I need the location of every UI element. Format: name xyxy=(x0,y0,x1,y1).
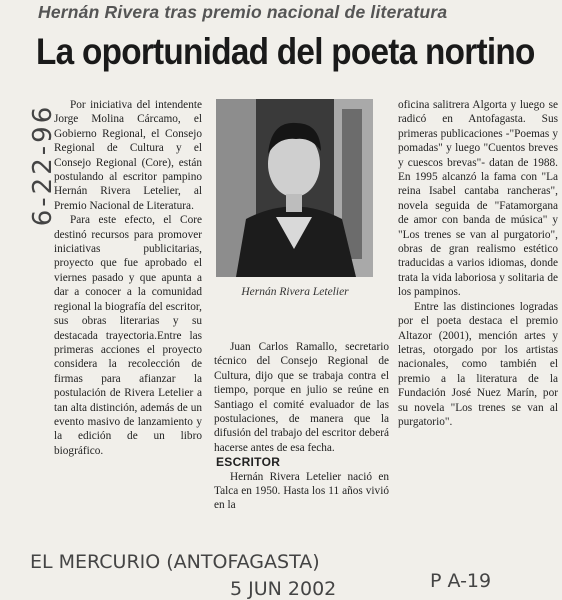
article-kicker: Hernán Rivera tras premio nacional de literatura xyxy=(38,2,448,22)
paragraph: Juan Carlos Ramallo, secretario técnico del Consejo Regional de Cultura, dijo que se trabaja contra el tiempo, porque en julio se reúne en Santiago el comité evaluador de las postulaciones, de manera que la difusión del trabajo del escritor deberá hacerse antes de esa fecha. xyxy=(214,341,389,454)
paragraph: Hernán Rivera Letelier nació en Talca en 1950. Hasta los 11 años vivió en la xyxy=(214,470,389,512)
handwritten-page-ref: P A-19 xyxy=(430,570,492,592)
paragraph: Para este efecto, el Core destinó recursos para promover iniciativas publicitarias, proyecto que fue aprobado el viernes pasado y que apunta a dar a conocer a la comunidad regional la biografía del escritor, sus obras literarias y su destacada trayectoria.Entre las primeras acciones el proyecto considera la recolección de firmas para afianzar la postulación de Rivera Letelier a tan alta distinción, además de un evento masivo de lanzamiento y la edición de un libro biográfico. xyxy=(54,214,202,457)
article-column-1 xyxy=(54,98,202,458)
article-column-2 xyxy=(214,340,389,513)
paragraph: Entre las distinciones logradas por el poeta destaca el premio Altazor (2001), mención artes y letras, otorgado por los artistas nacionales, como también el premio a la literatura de la Fundación José Nuez Marín, por su novela "Los trenes se van al purgatorio". xyxy=(398,300,558,428)
handwritten-margin-date: 6-22-96 xyxy=(28,103,59,227)
paragraph: oficina salitrera Algorta y luego se radicó en Antofagasta. Sus primeras publicaciones -"Poemas y pomadas" y luego "Cuentos breves y cuescos brevas"- datan de 1988. En 1995 alcanzó la fama con "La reina Isabel cantaba rancheras", novela seguida de "Fatamorgana de amor con banda de música" y "Los trenes se van al purgatorio", obras de gran realismo estético traducidas a varios idiomas, donde trata la vida laboriosa y solitaria de los pampinos. xyxy=(398,99,558,299)
section-subhead: ESCRITOR xyxy=(216,455,281,470)
article-column-3 xyxy=(398,98,558,429)
author-photo-image xyxy=(216,99,373,277)
handwritten-date: 5 JUN 2002 xyxy=(230,578,337,600)
article-headline: La oportunidad del poeta nortino xyxy=(36,31,535,72)
paragraph: Por iniciativa del intendente Jorge Molina Cárcamo, el Gobierno Regional, el Consejo Regional de Cultura y el Consejo Regional (Core), están postulando al escritor pampino Hernán Rivera Letelier, al Premio Nacional de Literatura. xyxy=(54,99,202,212)
author-photo xyxy=(216,99,373,277)
handwritten-source: EL MERCURIO (ANTOFAGASTA) xyxy=(30,551,320,573)
photo-caption: Hernán Rivera Letelier xyxy=(241,286,349,298)
